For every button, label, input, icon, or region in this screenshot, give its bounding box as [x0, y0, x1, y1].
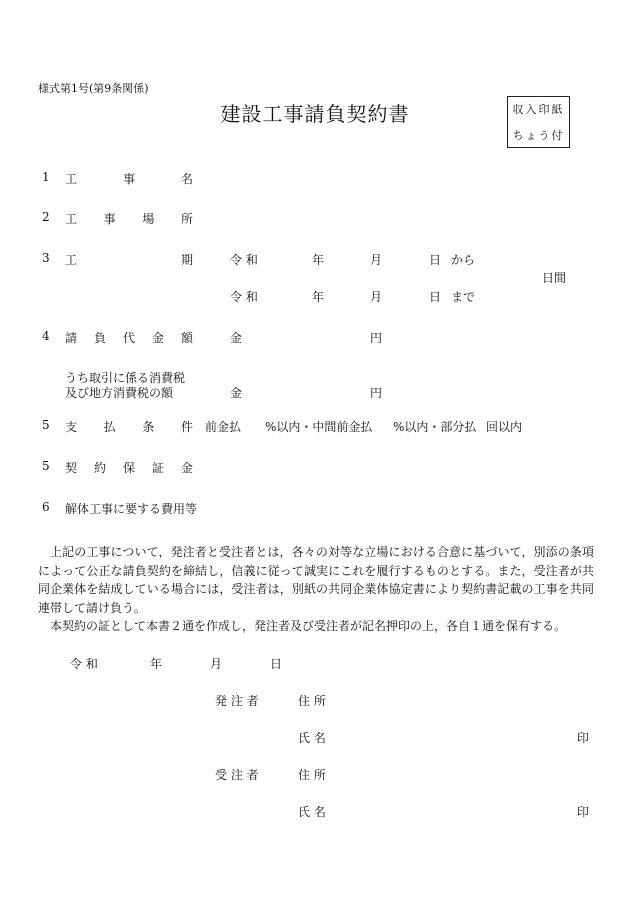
payment-count: 回以内: [486, 420, 523, 434]
stamp-box-line1: 収入印紙: [512, 103, 565, 116]
document-title: 建設工事請負契約書: [220, 102, 410, 126]
period-to-day: 日: [429, 290, 442, 304]
period-from-era: 令 和: [230, 253, 258, 267]
contractor-name-label: 氏 名: [298, 805, 326, 819]
period-to-suffix: まで: [451, 290, 476, 304]
orderer-name-label: 氏 名: [298, 731, 326, 745]
item-number: 5: [42, 459, 50, 473]
period-from-day: 日: [429, 253, 442, 267]
item-number: 3: [42, 251, 50, 265]
contractor-role: 受 注 者: [215, 768, 259, 782]
item-label: 支 払 条 件: [65, 420, 193, 434]
item-number: 5: [42, 418, 50, 432]
item-number: 4: [42, 329, 50, 343]
orderer-role: 発 注 者: [215, 694, 259, 708]
period-days: 日間: [542, 271, 567, 285]
period-from-suffix: から: [451, 253, 476, 267]
period-from-year: 年: [312, 253, 325, 267]
tax-kin: 金: [230, 386, 243, 400]
item-label: 契 約 保 証 金: [65, 461, 193, 475]
payment-partial: %以内・部分払: [393, 420, 477, 434]
tax-label-line1: うち取引に係る消費税: [65, 371, 186, 385]
date-day: 日: [270, 657, 283, 671]
tax-label-line2: 及び地方消費税の額: [65, 386, 174, 400]
contractor-seal-mark: 印: [577, 805, 590, 819]
item-label: 解体工事に要する費用等: [65, 502, 198, 516]
item-number: 1: [42, 170, 50, 184]
stamp-box-line2: ちょう付: [512, 129, 565, 142]
tax-yen: 円: [370, 386, 383, 400]
payment-advance: 前金払: [205, 420, 242, 434]
orderer-seal-mark: 印: [577, 731, 590, 745]
orderer-address-label: 住 所: [298, 694, 326, 708]
revenue-stamp-box: [507, 96, 570, 148]
period-to-month: 月: [370, 290, 383, 304]
payment-interim: %以内・中間前金払: [265, 420, 373, 434]
period-to-year: 年: [312, 290, 325, 304]
copies-paragraph: 本契約の証として本書２通を作成し，発注者及び受注者が記名押印の上，各自１通を保有する。: [50, 619, 567, 633]
amount-kin: 金: [230, 331, 243, 345]
item-label: 工 事 名: [65, 172, 193, 186]
date-era: 令 和: [70, 657, 98, 671]
item-number: 2: [42, 210, 50, 224]
item-label: 請 負 代 金 額: [65, 331, 193, 345]
amount-yen: 円: [370, 331, 383, 345]
form-number-label: 様式第1号(第9条関係): [38, 82, 149, 95]
agreement-paragraph: 上記の工事について，発注者と受注者とは，各々の対等な立場における合意に基づいて，別添の条項によって公正な請負契約を締結し，信義に従って誠実にこれを履行するものとする。また，受注者が共同企業体を結成している場合には，受注者は，別紙の共同企業体協定書により契約書記載の工事を共同連帯して請け負う。: [38, 545, 594, 615]
period-to-era: 令 和: [230, 290, 258, 304]
date-year: 年: [150, 657, 163, 671]
item-label: 工 期: [65, 253, 193, 267]
period-from-month: 月: [370, 253, 383, 267]
date-month: 月: [210, 657, 223, 671]
item-number: 6: [42, 500, 50, 514]
item-label: 工 事 場 所: [65, 212, 193, 226]
contractor-address-label: 住 所: [298, 768, 326, 782]
